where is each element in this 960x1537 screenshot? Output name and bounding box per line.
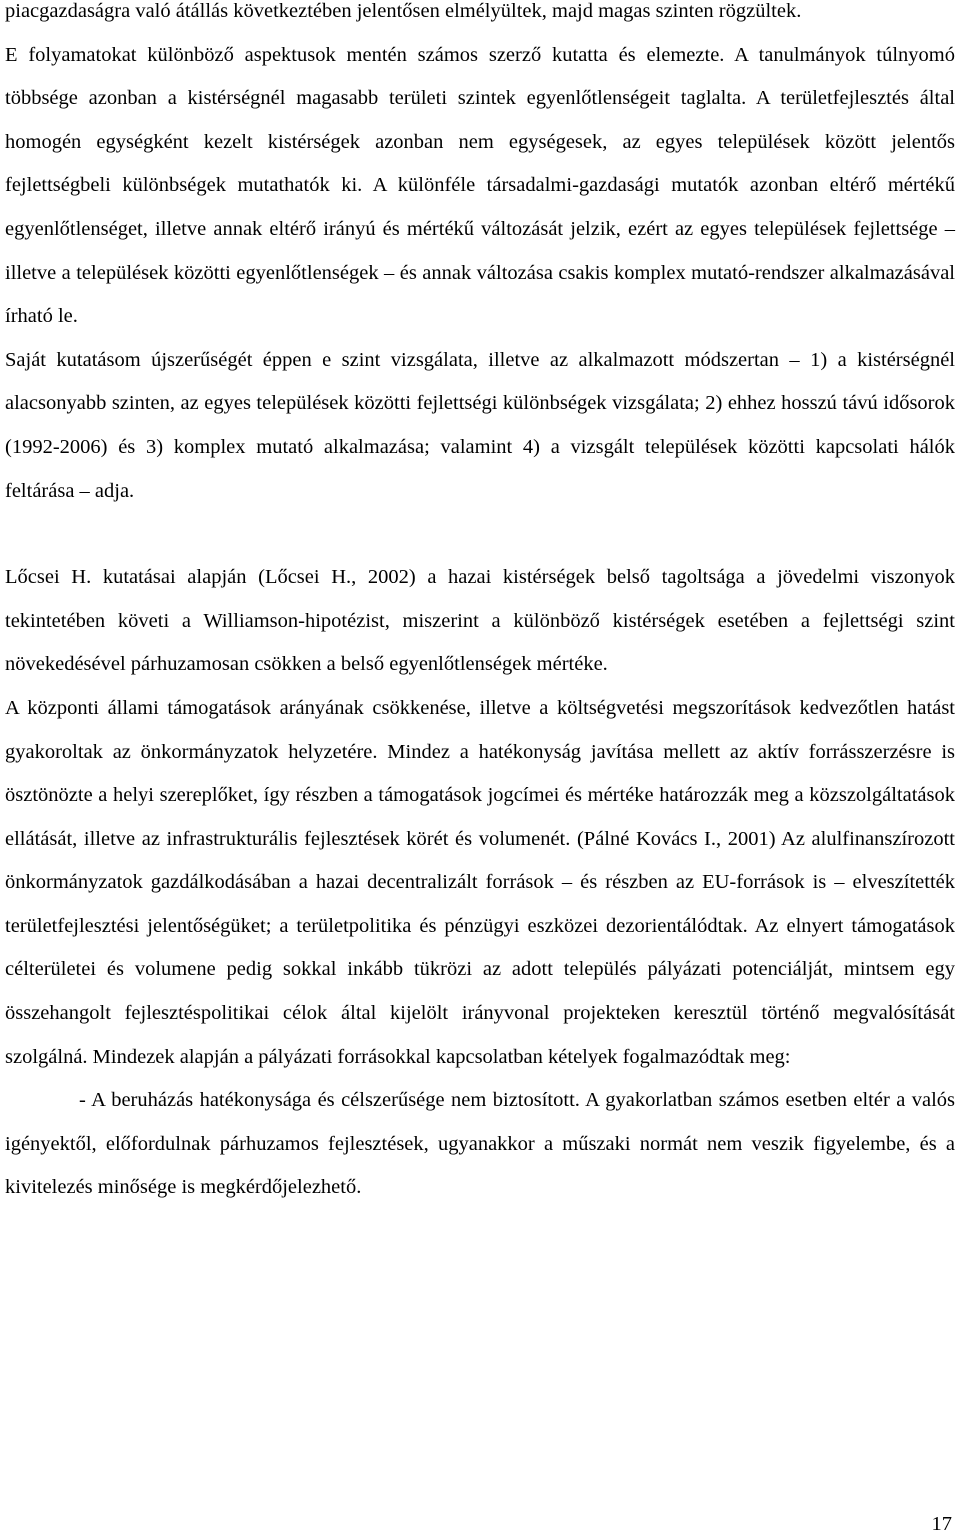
paragraph-1: piacgazdaságra való átállás következtében jelentősen elmélyültek, majd magas szinten rögzültek.	[5, 0, 802, 22]
paragraph-2: E folyamatokat különböző aspektusok mentén számos szerző kutatta és elemezte. A tanulmányok túlnyomó többsége azonban a kistérségnél magasabb területi szintek egyenlőtlenségeit taglalta. A területfejlesztés által homogén egységként kezelt kistérségek azonban nem egységesek, az egyes települések között jelentős fejlettségbeli különbségek mutathatók ki. A különféle társadalmi-gazdasági mutatók azonban eltérő mértékű egyenlőtlenséget, illetve annak eltérő irányú és mértékű változását jelzik, ezért az egyes települések fejlettsége – illetve a települések közötti egyenlőtlenségek – és annak változása csakis komplex mutató-rendszer alkalmazásával írható le.	[5, 43, 955, 328]
paragraph-3: Saját kutatásom újszerűségét éppen e szint vizsgálata, illetve az alkalmazott módszertan – 1) a kistérségnél alacsonyabb szinten, az egyes települések közötti fejlettségi különbségek vizsgálata; 2) ehhez hosszú távú idősorok (1992-2006) és 3) komplex mutató alkalmazása; valamint 4) a vizsgált települések közötti kapcsolati hálók feltárása – adja.	[5, 348, 955, 502]
paragraph-4: Lőcsei H. kutatásai alapján (Lőcsei H., 2002) a hazai kistérségek belső tagoltsága a jövedelmi viszonyok tekintetében követi a Williamson-hipotézist, miszerint a különböző kistérségek esetében a fejlettségi szint növekedésével párhuzamosan csökken a belső egyenlőtlenségek mértéke.	[5, 566, 955, 676]
bullet-paragraph: - A beruházás hatékonysága és célszerűsége nem biztosított. A gyakorlatban számos esetben eltér a valós igényektől, előfordulnak párhuzamos fejlesztések, ugyanakkor a műszaki normát nem veszik figyelembe, és a kivitelezés minősége is megkérdőjelezhető.	[5, 1089, 955, 1199]
paragraph-5: A központi állami támogatások arányának csökkenése, illetve a költségvetési megszorítások kedvezőtlen hatást gyakoroltak az önkormányzatok helyzetére. Mindez a hatékonyság javítása mellett az aktív forrásszerzésre is ösztönözte a helyi szereplőket, így részben a támogatások jogcímei és mértéke határozzák meg a közszolgáltatások ellátását, illetve az infrastrukturális fejlesztések körét és volumenét. (Pálné Kovács I., 2001) Az alulfinanszírozott önkormányzatok gazdálkodásában a hazai decentralizált források – és részben az EU-források is – elveszítették területfejlesztési jelentőségüket; a területpolitika és pénzügyi eszközei dezorientálódtak. Az elnyert támogatások célterületei és volumene pedig sokkal inkább tükrözi az adott település pályázati potenciálját, mintsem egy összehangolt fejlesztéspolitikai célok által kijelölt irányvonal projekteken keresztül történő megvalósítását szolgálná. Mindezek alapján a pályázati forrásokkal kapcsolatban kételyek fogalmazódtak meg:	[5, 696, 955, 1068]
paragraph-spacer	[5, 513, 955, 556]
document-page	[5, 0, 955, 1210]
page-number: 17	[931, 1513, 952, 1535]
